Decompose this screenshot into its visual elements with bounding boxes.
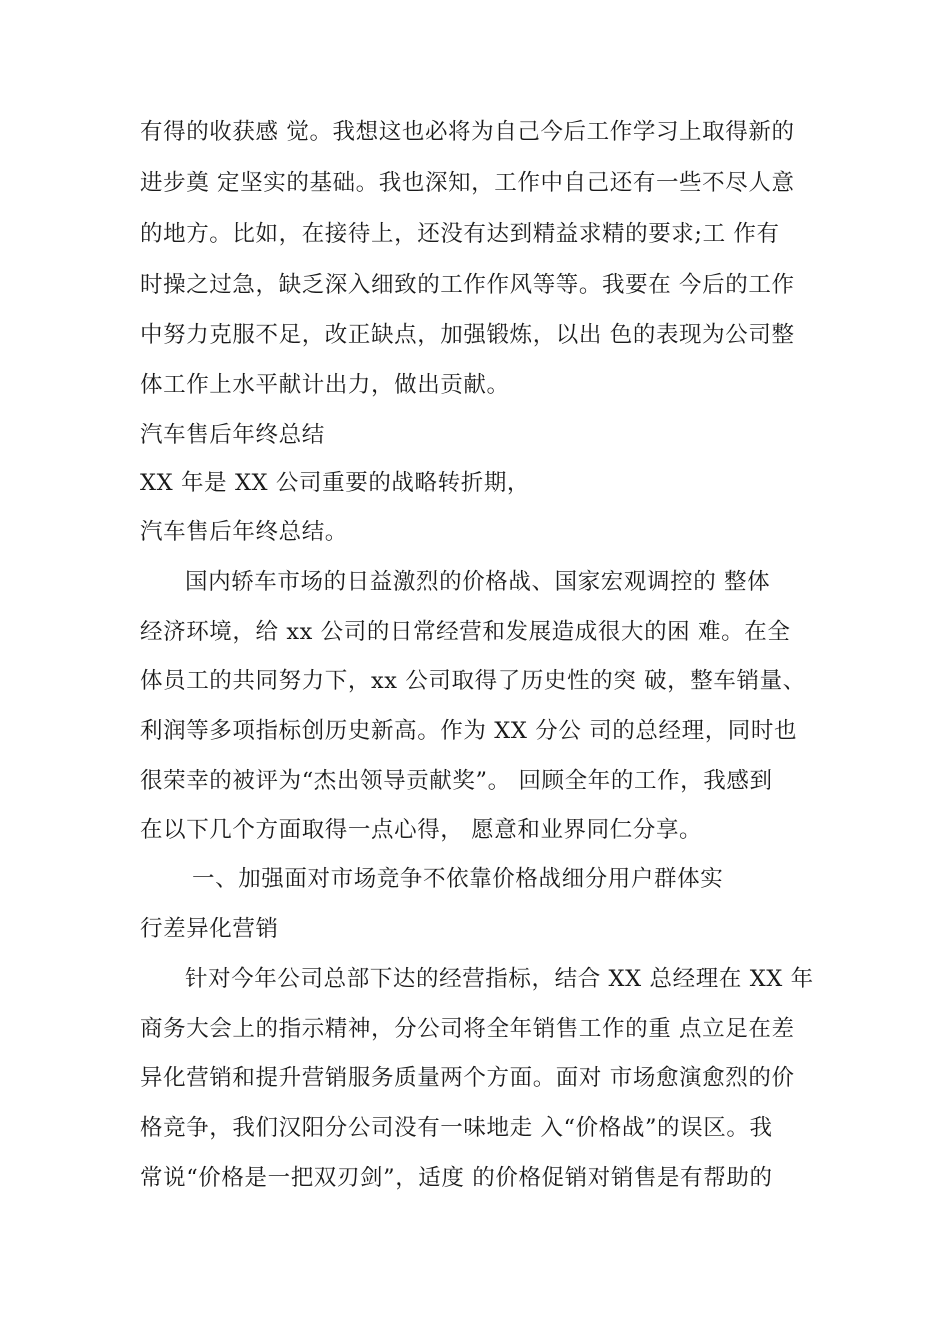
text-line: 常说“价格是一把双刃剑”，适度 的价格促销对销售是有帮助的 xyxy=(140,1165,773,1191)
heading-line: 一、加强面对市场竞争不依靠价格战细分用户群体实 xyxy=(192,866,724,892)
text-line: 进步奠 定坚实的基础。我也深知，工作中自己还有一些不尽人意 xyxy=(140,170,795,196)
lead-line: XX 年是 XX 公司重要的战略转折期， xyxy=(140,470,531,496)
text-line: 国内轿车市场的日益激烈的价格战、国家宏观调控的 整体 xyxy=(185,569,771,595)
text-line: 时操之过急，缺乏深入细致的工作作风等等。我要在 今后的工作 xyxy=(140,272,795,298)
text-line: 商务大会上的指示精神，分公司将全年销售工作的重 点立足在差 xyxy=(140,1016,795,1042)
lead-line: 汽车售后年终总结。 xyxy=(140,519,348,545)
text-line: 有得的收获感 觉。我想这也必将为自己今后工作学习上取得新的 xyxy=(140,119,795,145)
text-line: 利润等多项指标创历史新高。作为 XX 分公 司的总经理，同时也 xyxy=(140,718,798,744)
text-line: 中努力克服不足，改正缺点，加强锻炼，以出 色的表现为公司整 xyxy=(140,322,795,348)
heading-line: 行差异化营销 xyxy=(140,916,279,942)
text-line: 异化营销和提升营销服务质量两个方面。面对 市场愈演愈烈的价 xyxy=(140,1065,795,1091)
document-title: 汽车售后年终总结 xyxy=(140,422,325,448)
text-line: 的地方。比如，在接待上，还没有达到精益求精的要求;工 作有 xyxy=(140,221,780,247)
text-line: 经济环境，给 xx 公司的日常经营和发展造成很大的困 难。在全 xyxy=(140,619,791,645)
text-line: 格竞争，我们汉阳分公司没有一味地走 入“价格战”的误区。我 xyxy=(140,1115,773,1141)
text-line: 很荣幸的被评为“杰出领导贡献奖”。 回顾全年的工作，我感到 xyxy=(140,768,773,794)
text-line: 体工作上水平献计出力，做出贡献。 xyxy=(140,372,510,398)
text-line: 体员工的共同努力下，xx 公司取得了历史性的突 破，整车销量、 xyxy=(140,668,806,694)
text-line: 在以下几个方面取得一点心得， 愿意和业界同仁分享。 xyxy=(140,817,703,843)
text-line: 针对今年公司总部下达的经营指标，结合 XX 总经理在 XX 年 xyxy=(185,966,814,992)
